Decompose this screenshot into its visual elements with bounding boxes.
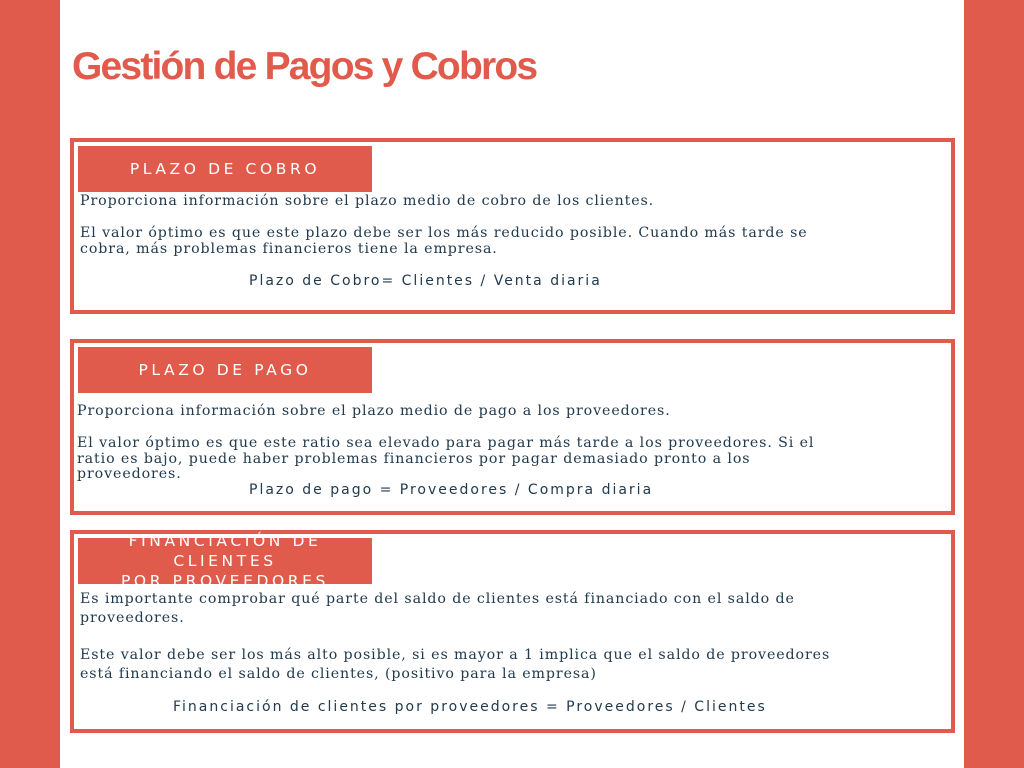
section-financiacion-clientes xyxy=(70,530,955,733)
section-paragraph: proveedores. xyxy=(77,466,182,482)
section-paragraph: Este valor debe ser los más alto posible, si es mayor a 1 implica que el saldo de proveedores xyxy=(80,647,831,663)
section-paragraph: El valor óptimo es que este plazo debe ser los más reducido posible. Cuando más tarde se xyxy=(80,225,808,241)
section-paragraph: proveedores. xyxy=(80,610,185,626)
section-formula: Financiación de clientes por proveedores = Proveedores / Clientes xyxy=(173,699,767,715)
section-formula: Plazo de Cobro= Clientes / Venta diaria xyxy=(249,273,602,289)
section-paragraph: cobra, más problemas financieros tiene la empresa. xyxy=(80,241,498,257)
section-plazo-de-cobro xyxy=(70,138,955,314)
section-heading-line: POR PROVEEDORES xyxy=(120,572,330,590)
page-title: Gestión de Pagos y Cobros xyxy=(72,45,537,88)
section-heading-line: FINANCIACIÓN DE CLIENTES xyxy=(128,532,322,570)
section-formula: Plazo de pago = Proveedores / Compra diaria xyxy=(249,482,654,498)
section-heading xyxy=(78,532,372,590)
section-paragraph: Proporciona información sobre el plazo medio de pago a los proveedores. xyxy=(77,403,671,419)
section-heading: PLAZO DE COBRO xyxy=(78,146,372,192)
section-plazo-de-pago xyxy=(70,339,955,515)
section-paragraph: Proporciona información sobre el plazo medio de cobro de los clientes. xyxy=(80,193,655,209)
section-paragraph: El valor óptimo es que este ratio sea elevado para pagar más tarde a los proveedores. Si el xyxy=(77,435,815,451)
section-paragraph: ratio es bajo, puede haber problemas financieros por pagar demasiado pronto a los xyxy=(77,451,751,467)
section-heading: PLAZO DE PAGO xyxy=(78,347,372,393)
section-paragraph: Es importante comprobar qué parte del saldo de clientes está financiado con el saldo de xyxy=(80,591,795,607)
section-paragraph: está financiando el saldo de clientes, (positivo para la empresa) xyxy=(80,666,597,682)
